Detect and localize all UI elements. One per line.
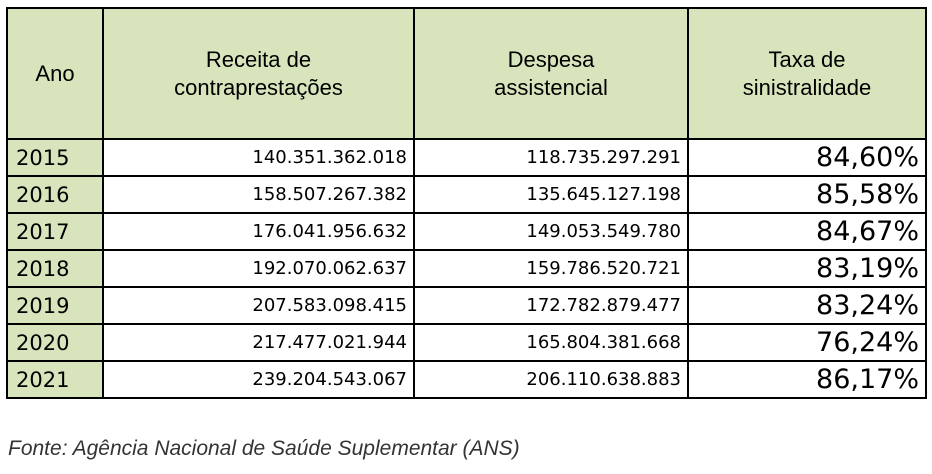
cell-ano: 2020 bbox=[7, 324, 103, 361]
table-row bbox=[7, 139, 926, 176]
cell-receita: 217.477.021.944 bbox=[103, 324, 414, 361]
header-despesa-line1: Despesa bbox=[507, 46, 595, 72]
cell-receita: 140.351.362.018 bbox=[103, 139, 414, 176]
header-ano bbox=[7, 8, 103, 139]
cell-ano: 2017 bbox=[7, 213, 103, 250]
header-receita bbox=[103, 8, 414, 139]
header-ano-label: Ano bbox=[35, 60, 75, 86]
cell-despesa: 165.804.381.668 bbox=[414, 324, 688, 361]
source-caption: Fonte: Agência Nacional de Saúde Suplementar (ANS) bbox=[8, 437, 520, 460]
header-despesa-line2: assistencial bbox=[494, 74, 608, 100]
loss-ratio-table bbox=[6, 7, 927, 399]
cell-receita: 239.204.543.067 bbox=[103, 361, 414, 398]
table-row bbox=[7, 361, 926, 398]
cell-despesa: 135.645.127.198 bbox=[414, 176, 688, 213]
cell-taxa: 86,17% bbox=[688, 361, 926, 398]
cell-receita: 158.507.267.382 bbox=[103, 176, 414, 213]
cell-taxa: 83,24% bbox=[688, 287, 926, 324]
cell-ano: 2016 bbox=[7, 176, 103, 213]
header-despesa bbox=[414, 8, 688, 139]
table-header-row bbox=[7, 8, 926, 139]
cell-ano: 2019 bbox=[7, 287, 103, 324]
header-taxa bbox=[688, 8, 926, 139]
cell-taxa: 85,58% bbox=[688, 176, 926, 213]
cell-taxa: 76,24% bbox=[688, 324, 926, 361]
header-receita-line2: contraprestações bbox=[174, 74, 343, 100]
cell-despesa: 206.110.638.883 bbox=[414, 361, 688, 398]
cell-despesa: 149.053.549.780 bbox=[414, 213, 688, 250]
table-row bbox=[7, 324, 926, 361]
cell-receita: 192.070.062.637 bbox=[103, 250, 414, 287]
cell-despesa: 172.782.879.477 bbox=[414, 287, 688, 324]
header-taxa-line1: Taxa de bbox=[768, 46, 846, 72]
cell-taxa: 84,60% bbox=[688, 139, 926, 176]
cell-ano: 2015 bbox=[7, 139, 103, 176]
cell-despesa: 118.735.297.291 bbox=[414, 139, 688, 176]
cell-despesa: 159.786.520.721 bbox=[414, 250, 688, 287]
table-row bbox=[7, 213, 926, 250]
cell-receita: 176.041.956.632 bbox=[103, 213, 414, 250]
cell-ano: 2021 bbox=[7, 361, 103, 398]
table-row bbox=[7, 287, 926, 324]
header-taxa-line2: sinistralidade bbox=[742, 74, 872, 100]
table-row bbox=[7, 250, 926, 287]
cell-receita: 207.583.098.415 bbox=[103, 287, 414, 324]
table-row bbox=[7, 176, 926, 213]
cell-ano: 2018 bbox=[7, 250, 103, 287]
cell-taxa: 83,19% bbox=[688, 250, 926, 287]
header-receita-line1: Receita de bbox=[205, 46, 312, 72]
cell-taxa: 84,67% bbox=[688, 213, 926, 250]
